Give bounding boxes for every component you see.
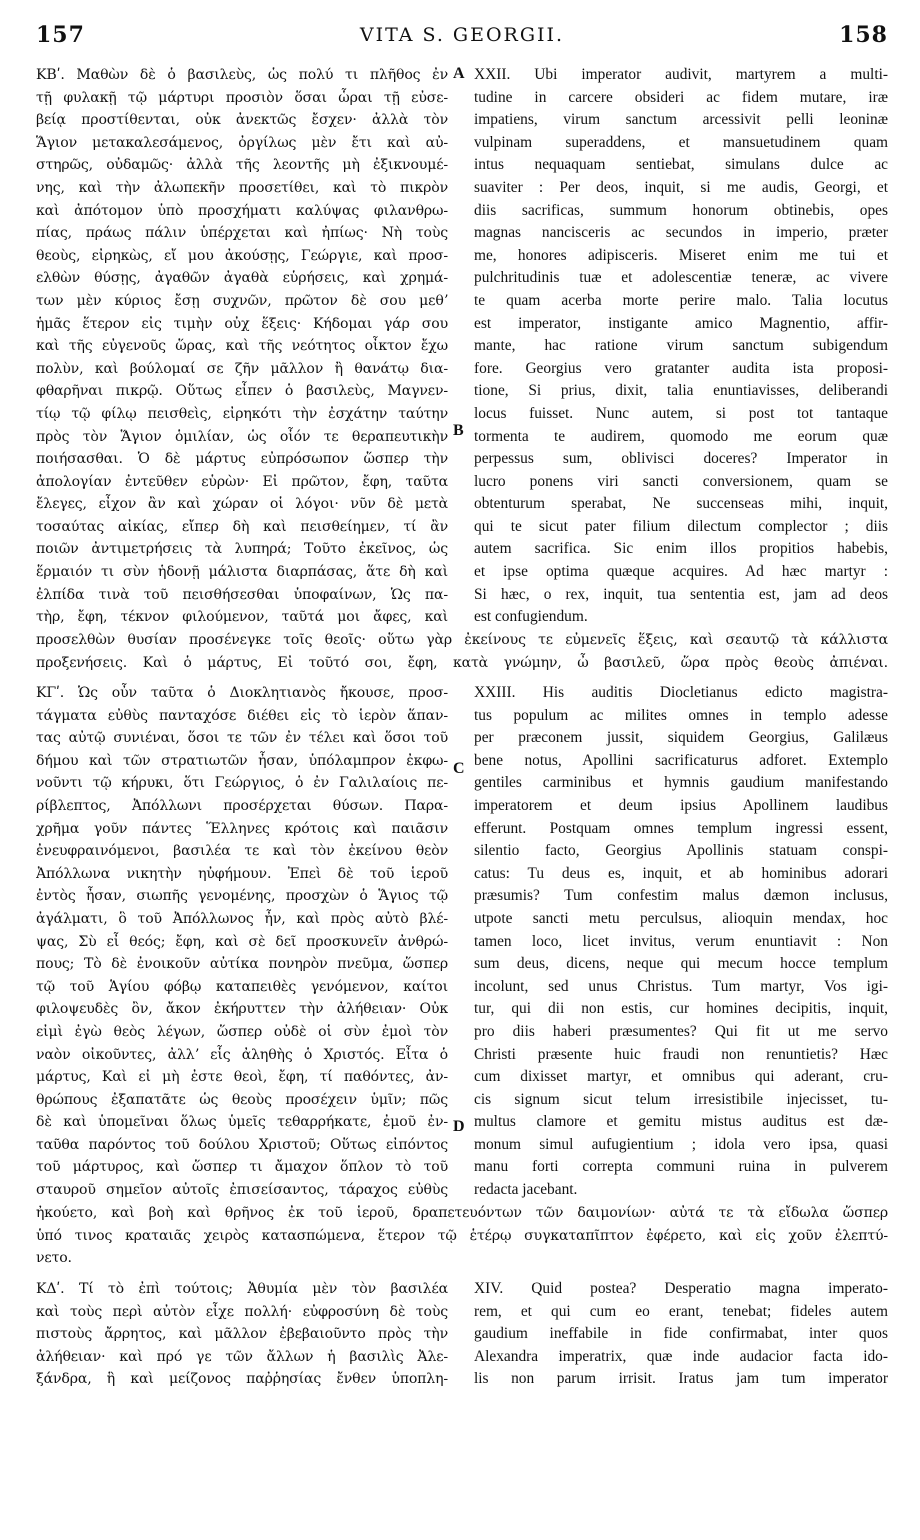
greek-line: θρώπους ἐξαπατᾶτε ὡς θεοὺς προσέχειν ὑμῖν; πῶς [36,1091,448,1108]
greek-line: τας αὐτῷ συνιέναι, ὅσοι τε τῶν ἐν τέλει καὶ ὅσοι τοῦ [36,730,448,747]
greek-column-section-22 [36,64,448,629]
latin-line: incolunt, sed unus Christus. Tum martyr, Vos igi- [474,977,888,995]
greek-line: ἀλήθειαν· καὶ πρό γε τῶν ἄλλων ἡ βασιλὶς Ἀλε- [36,1348,448,1365]
latin-line: redacta jacebant. [474,1181,578,1199]
latin-line: catus: Tu deus es, inquit, et ab hominibus adorari [474,864,888,882]
greek-line: ταῦθα παρόντος τοῦ δούλου Χριστοῦ; Οὕτως εἰπόντος [36,1136,448,1153]
greek-line: φιλοψευδὲς ὂν, ἄκον ἐκήρυττεν τὴν ἀλήθειαν· Οὐκ [36,1001,448,1018]
greek-line: τῷ τοῦ Ἁγίου φόβῳ καταπειθὲς γενόμενον, καίτοι [36,978,448,995]
greek-fullwidth-line: νετο. [36,1250,72,1267]
greek-line: ποιήσασθαι. Ὁ δὲ μάρτυς εὐπρόσωπον ὥσπερ τὴν [36,451,448,468]
margin-letter-d: D [453,1118,465,1135]
margin-letter-a: A [453,65,465,82]
greek-line: ελθὼν θύσῃς, ἀγαθῶν ἀγαθὰ εὑρήσεις, καὶ χρημά- [36,270,448,287]
greek-line: σταυροῦ σημεῖον αὐτοῖς ἐπισείσαντος, τάραχος εὐθὺς [36,1182,448,1199]
greek-line: ἀπολογίαν ἐντεῦθεν εὑρὼν· Εἰ πρῶτον, ἔφη, ταῦτα [36,473,448,490]
greek-line: τοῦ μάρτυρος, καὶ ὥσπερ τι ἄμαχον ὅπλον τὸ τοῦ [36,1159,448,1176]
latin-line: silentio facto, Georgius Apollinis statuam conspi- [474,842,888,860]
latin-line: per præconem jussit, siquidem Georgius, Galilæus [474,729,888,747]
latin-line: tudine in carcere obsideri ac fidem mutare, iræ [474,88,888,106]
margin-letter-b: B [453,422,464,439]
latin-line: sum deus, dicens, neque qui mecum hocce templum [474,955,888,973]
greek-fullwidth-section-22 [36,629,888,674]
greek-line: τῇ φυλακῇ τῷ μάρτυρι προσιὸν ὅσαι ὧραι τῇ εὐσε- [36,89,448,106]
greek-line: νοῦντι τῷ κήρυκι, ὅτι Γεώργιος, ὁ ἐν Γαλιλαίοις πε- [36,775,448,792]
latin-line: pro diis haberi præsumentes? Qui fit ut me servo [474,1022,888,1040]
greek-line: ἀγάλματι, ὃ τοῦ Ἀπόλλωνος ἦν, καὶ πρὸς αὐτὸ βλέ- [36,910,448,927]
greek-line: τὴρ, ἔφη, τέκνον φιλούμενον, ταῦτά μοι ἄφες, καὶ [36,609,448,626]
latin-line: imperatorem et deum ipsius Apollinem laudibus [474,796,888,814]
running-title: VITA S. GEORGII. [359,24,565,46]
greek-line: Ἅγιον μετακαλεσάμενος, ὀργίλως μὲν ἔτι καὶ αὐ- [36,134,448,151]
greek-line: τάγματα εὐθὺς πανταχόσε διέθει εἰς τὸ ἱερὸν ἅπαν- [36,707,448,724]
latin-line: et ipse optima quæque acquires. Ad hæc martyr : [474,563,888,581]
latin-column-section-23 [474,682,888,1202]
latin-line: Christi præsente huic fraudi non renuntietis? Hæc [474,1045,888,1063]
greek-line: δήμου καὶ τῶν στρατιωτῶν ἦσαν, ὑπόλαμπρον ἐκφω- [36,752,448,769]
latin-line: tur, qui dii non estis, cur homines decipitis, inquit, [474,1000,888,1018]
greek-line: ξάνδρα, ἣ καὶ μείζονος παῤῥησίας ἔνθεν ὑποπλη- [36,1371,448,1388]
latin-line: autem sacrifica. Sic enim illos propitios habebis, [474,540,888,558]
latin-line: efferunt. Postquam omnes templum ingressi essent, [474,819,888,837]
right-page-number: 158 [839,22,888,48]
latin-line: me, honores adipisceris. Miseret enim me tui et [474,246,888,264]
greek-line: τίῳ τῷ φίλῳ πεισθεὶς, εἰρηκότι τὴν ἐσχάτην ταύτην [36,405,448,422]
latin-line: mante, hac ratione virum sanctum subigendum [474,337,888,355]
greek-line: ἕρμαιόν τι σὺν ἡδονῇ μάλιστα διαρπάσας, ἅτε δὴ καὶ [36,564,448,581]
greek-line: πους; Τὸ δὲ ἐνοικοῦν αὐτίκα πονηρὸν πνεῦμα, ὥσπερ [36,956,448,973]
latin-line: fore. Georgius vero gratanter audita ista proposi- [474,359,888,377]
latin-line: monum simul aufugientium ; idola vero ipsa, quasi [474,1135,888,1153]
latin-line: qui te sicut pater filium dilectum complector ; diis [474,517,888,535]
latin-line: gentiles carminibus et hymnis gaudium manifestando [474,774,888,792]
latin-line: Si hæc, o rex, inquit, tua sententia est, jam ad deos [474,585,888,603]
greek-line: νης, καὶ τὴν ἀλωπεκῆν προσετίθει, καὶ τὸ πικρὸν [36,179,448,196]
latin-line: gaudium ineffabile in fide confirmabat, inter quos [474,1325,888,1343]
greek-line: ποιῶν ἀντιμετρήσεις τὰ λυπηρά; Τοῦτο ἐκεῖνος, ὡς [36,541,448,558]
running-header [36,18,888,52]
greek-line: θεοὺς, εἰρηκὼς, εἴ μου ἀκούσῃς, Γεώργιε, καὶ προσ- [36,247,448,264]
greek-line: ἐνευφραινόμενοι, βασιλέα τε καὶ τὸν ἐκείνου θεὸν [36,843,448,860]
latin-line: XIV. Quid postea? Desperatio magna imperato- [474,1280,888,1297]
greek-line: βείᾳ προστίθενται, οὐκ ἀνεκτῶς ἔσχεν· ἀλλὰ τὸν [36,112,448,129]
latin-line: pulchritudinis tuæ et adolescentiæ teneræ, ac vivere [474,269,888,287]
latin-column-section-22 [474,64,888,629]
greek-line: ἔλεγες, εἶχον ἂν καὶ χώραν οἱ λόγοι· νῦν δὲ μετὰ [36,496,448,513]
latin-line: diis sacrificas, summum honorum obtinebis, opes [474,201,888,219]
greek-line: ρίβλεπτος, Ἀπόλλωνι προσέρχεται θύσων. Παρα- [36,797,448,814]
greek-fullwidth-line: ὑπό τινος κραταιᾶς χειρὸς κατασπώμενα, ἕτερον τῷ ἑτέρῳ συγκαταπῖπτον ἐφέρετο, καὶ εἰς χοῦν ἐλεπτύ- [36,1227,888,1244]
greek-line: χρῆμα γοῦν πάντες Ἕλληνες κρότοις καὶ παιᾶσιν [36,820,448,837]
greek-line: ΚΓʹ. Ὡς οὖν ταῦτα ὁ Διοκλητιανὸς ἤκουσε, προσ- [36,685,448,701]
margin-letter-c: C [453,760,465,777]
greek-fullwidth-line: προξενήσεις. Καὶ ὁ μάρτυς, Εἰ τοῦτό σοι, ἔφη, κατὰ γνώμην, ὦ βασιλεῦ, ὥρα πρὸς θεοὺς ἀπιέναι. [36,654,888,671]
greek-line: πολὺν, καὶ βούλομαί σε ζῆν μᾶλλον ἢ θανάτῳ δια- [36,360,448,377]
greek-line: ἐντὸς ἦσαν, σιωπῆς γενομένης, προσχὼν ὁ Ἅγιος τῷ [36,888,448,905]
latin-line: impatiens, virum sanctum arcessivit pelli leoninæ [474,111,888,129]
latin-line: Alexandra imperatrix, quæ inde audacior facta ido- [474,1347,888,1365]
greek-column-section-23 [36,682,448,1202]
greek-line: ΚΒʹ. Μαθὼν δὲ ὁ βασιλεὺς, ὡς πολύ τι πλῆθος ἐν [36,67,448,83]
latin-line: obtenturum sperabat, Ne succenseas mihi, inquit, [474,495,888,513]
greek-line: μάρτυς, Καὶ εἰ μὴ ἐστε θεοὶ, ἔφη, τί παθόντες, ἀν- [36,1069,448,1086]
latin-line: XXIII. His auditis Diocletianus edicto magistra- [474,684,888,701]
greek-line: καὶ ἀπότομον ὑπὸ προσχήματι καλύψας φιλανθρω- [36,202,448,219]
latin-line: lucro ponens viri sancti conversionem, quam se [474,472,888,490]
latin-line: magnas nancisceris ac secundos in imperio, præter [474,224,888,242]
left-page-number: 157 [36,22,85,48]
latin-line: præsumis? Tum confestim malus dæmon inclusus, [474,887,888,905]
latin-line: vulpinam superaddens, et mansuetudinem quam [474,133,888,151]
latin-line: manu forti correpta communi ruina in pulverem [474,1158,888,1176]
page [36,18,888,1518]
greek-line: φθαρῆναι πικρῷ. Οὕτως εἶπεν ὁ βασιλεὺς, Μαγνεν- [36,383,448,400]
latin-line: locus fuisset. Nunc autem, si post tot tantaque [474,404,888,422]
latin-line: tione, Si prius, dixit, talia enuntiavisses, deliberandi [474,382,888,400]
greek-line: καὶ τοὺς περὶ αὐτὸν εἶχε πολλή· εὐφροσύνη δὲ τοὺς [36,1303,448,1320]
latin-line: est confugiendum. [474,608,588,626]
greek-line: ναὸν οἰκοῦντες, ἀλλʼ εἷς ἀληθὴς ὁ Χριστός. Εἶτα ὁ [36,1046,448,1063]
greek-line: ἐλπίδα τινὰ τοῦ πεισθήσεσθαι ὑποφαίνων, Ὡς πα- [36,586,448,603]
greek-line: πιστοὺς ἄρρητος, καὶ μᾶλλον ἐβεβαιοῦντο πρὸς τὴν [36,1326,448,1343]
latin-line: cum dixisset martyr, et omnibus qui aderant, cru- [474,1068,888,1086]
latin-line: perpessus sum, oblivisci doceres? Imperator in [474,450,888,468]
latin-line: tormenta te audirem, quomodo me eorum quæ [474,427,888,445]
latin-line: XXII. Ubi imperator audivit, martyrem a multi- [474,66,888,83]
latin-column-section-24 [474,1278,888,1391]
latin-line: cis signum sicut telum irresistibile injecisset, tu- [474,1090,888,1108]
greek-line: Ἀπόλλωνα νικητὴν ηὐφήμουν. Ἐπεὶ δὲ τοῦ ἱεροῦ [36,865,448,882]
latin-line: multus clamore et gemitu mistus auditus est dæ- [474,1113,888,1131]
greek-fullwidth-line: προσελθὼν θυσίαν προσένεγκε τοῖς θεοῖς· οὕτω γὰρ ἐκείνους τε εὐμενεῖς ἕξεις, καὶ σεαυτῷ τὰ κάλλιστα [36,632,888,648]
latin-line: te quam acerba morte perire malo. Talia locutus [474,291,888,309]
greek-line: δὲ καὶ ὑπομεῖναι ὅλως ὑμεῖς τεθαρρήκατε, ἐμοῦ ἐν- [36,1114,448,1131]
greek-line: πρὸς τὸν Ἅγιον ὁμιλίαν, ὡς οἷόν τε θεραπευτικὴν [36,428,448,445]
greek-line: ΚΔʹ. Τί τὸ ἐπὶ τούτοις; Ἀθυμία μὲν τὸν βασιλέα [36,1281,448,1297]
greek-line: στηρῶς, οὐδαμῶς· ἀλλὰ τῆς λεοντῆς μὴ ἐξικνουμέ- [36,157,448,174]
latin-line: suaviter : Per deos, inquit, si me audis, Georgi, et [474,178,888,196]
latin-line: est imperator, instigante amico Magnentio, affir- [474,314,888,332]
greek-line: ψας, Σὺ εἶ θεός; ἔφη, καὶ σὲ δεῖ προσκυνεῖν ἀνθρώ- [36,933,448,950]
greek-column-section-24 [36,1278,448,1391]
greek-line: ἡμᾶς ἕτερον εἰς τιμὴν οὐχ ἕξεις· Κήδομαι γάρ σου [36,315,448,332]
latin-line: rem, et qui cum eo erant, tenebat; fideles autem [474,1302,888,1320]
greek-fullwidth-line: ἠκούετο, καὶ βοὴ καὶ θρῆνος ἐκ τοῦ ἱεροῦ, δραπετευόντων τῶν δαιμονίων· αὐτά τε τὰ εἴδωλα ὥσπερ [36,1205,888,1221]
greek-line: καὶ τῆς εὐγενοῦς ὥρας, καὶ τῆς νεότητος οἶκτον ἔχω [36,338,448,355]
greek-line: τοσαύτας αἰκίας, εἴπερ δὴ καὶ πεισθείημεν, τί ἂν [36,518,448,535]
latin-line: bene notus, Apollini sacrificaturus adforet. Extemplo [474,751,888,769]
latin-line: utpote sancti metu perculsus, alioquin mendax, hoc [474,909,888,927]
greek-line: των μὲν κύριος ἔσῃ συχνῶν, πρῶτον δὲ σου μεθʼ [36,292,448,309]
latin-line: tamen loco, licet invitus, verum enuntiavit : Non [474,932,888,950]
latin-line: tus populum ac milites omnes in templo adesse [474,706,888,724]
greek-line: πίας, πράως πάλιν ὑπέρχεται καὶ ἠπίως· Νὴ τοὺς [36,225,448,242]
greek-line: εἰμὶ ἐγὼ θεὸς λέγων, ὥσπερ οὐδὲ οἱ σὺν ἐμοὶ τὸν [36,1023,448,1040]
greek-fullwidth-section-23 [36,1202,888,1270]
latin-line: intus nequaquam sentiebat, simulans dulce ac [474,156,888,174]
latin-line: lis non parum irrisit. Iratus jam tum imperator [474,1370,888,1388]
